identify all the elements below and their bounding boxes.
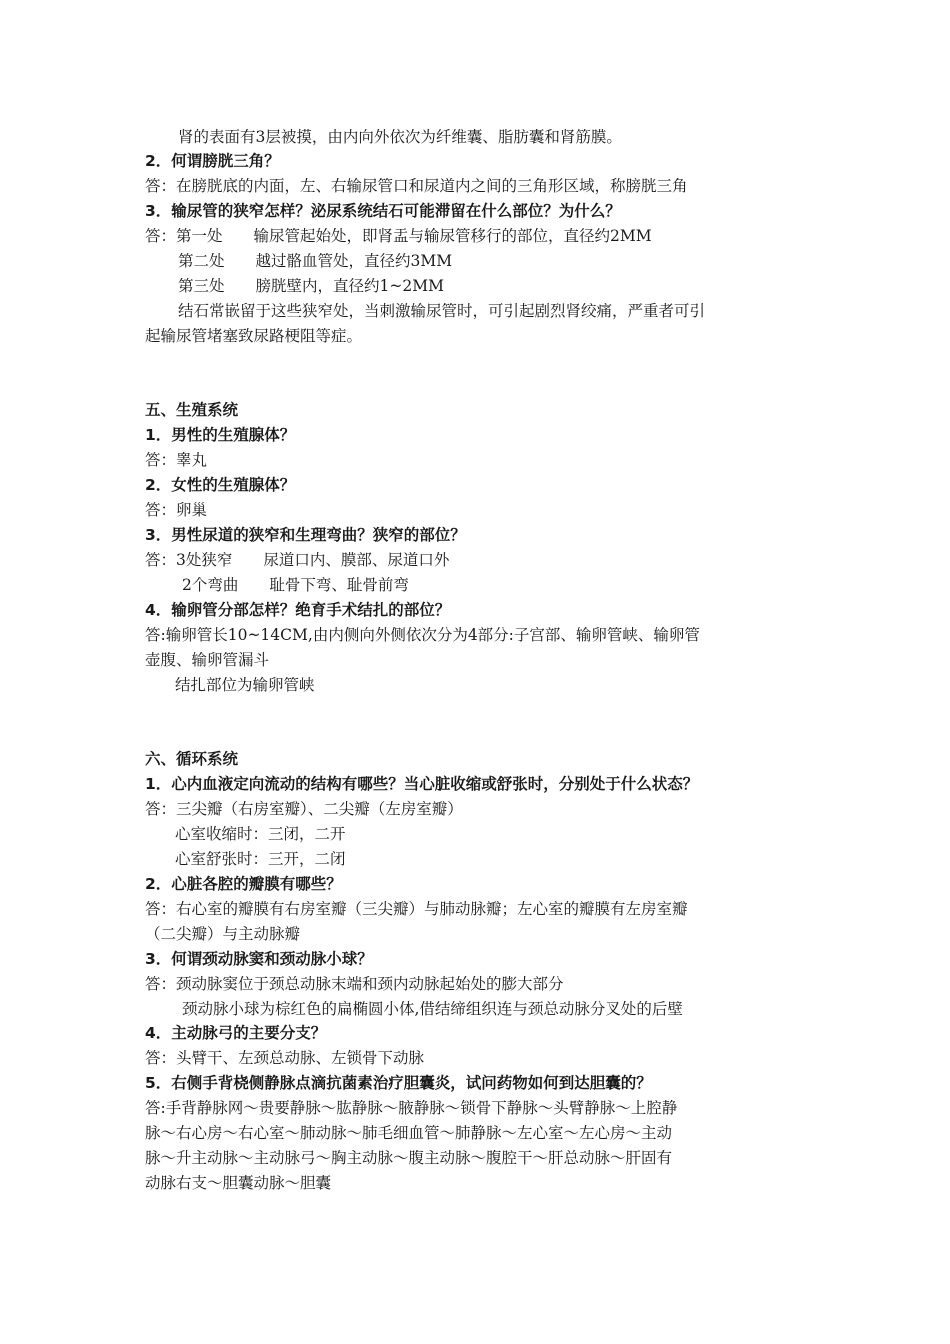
section-heading: 五、生殖系统 xyxy=(145,401,239,419)
question-heading: 3．男性尿道的狭窄和生理弯曲？狭窄的部位？ xyxy=(145,526,466,544)
question-heading: 4．输卵管分部怎样？绝育手术结扎的部位？ xyxy=(145,601,451,619)
answer-line: 答:输卵管长10~14CM,由内侧向外侧依次分为4部分:子宫部、输卵管峡、输卵管 xyxy=(145,626,700,644)
answer-line: 起输尿管堵塞致尿路梗阻等症。 xyxy=(145,327,363,345)
answer-line: 2个弯曲 耻骨下弯、耻骨前弯 xyxy=(182,576,409,594)
question-heading: 5．右侧手背桡侧静脉点滴抗菌素治疗胆囊炎，试问药物如何到达胆囊的？ xyxy=(145,1074,652,1092)
question-heading: 1．心内血液定向流动的结构有哪些？当心脏收缩或舒张时，分别处于什么状态？ xyxy=(145,775,699,793)
question-heading: 3．何谓颈动脉窦和颈动脉小球？ xyxy=(145,950,373,968)
question-heading: 3．输尿管的狭窄怎样？泌尿系统结石可能滞留在什么部位？为什么？ xyxy=(145,202,621,220)
answer-line: 答：在膀胱底的内面，左、右输尿管口和尿道内之间的三角形区域，称膀胱三角 xyxy=(145,177,688,195)
answer-line: 结石常嵌留于这些狭窄处，当刺激输尿管时，可引起剧烈肾绞痛，严重者可引 xyxy=(178,302,706,320)
answer-line: 壶腹、输卵管漏斗 xyxy=(145,651,270,669)
answer-line: 答：右心室的瓣膜有右房室瓣（三尖瓣）与肺动脉瓣；左心室的瓣膜有左房室瓣 xyxy=(145,900,688,918)
question-heading: 1．男性的生殖腺体？ xyxy=(145,426,296,444)
answer-line: 答:手背静脉网～贵要静脉～肱静脉～腋静脉～锁骨下静脉～头臂静脉～上腔静 xyxy=(145,1099,678,1117)
answer-line: 答：睾丸 xyxy=(145,451,208,469)
answer-line: 颈动脉小球为棕红色的扁椭圆小体,借结缔组织连与颈总动脉分叉处的后壁 xyxy=(182,1000,683,1018)
answer-line: 第三处 膀胱壁内，直径约1~2MM xyxy=(178,277,444,295)
answer-line: 脉～升主动脉～主动脉弓～胸主动脉～腹主动脉～腹腔干～肝总动脉～肝固有 xyxy=(145,1149,673,1167)
answer-line: （二尖瓣）与主动脉瓣 xyxy=(145,925,301,943)
answer-line: 脉～右心房～右心室～肺动脉～肺毛细血管～肺静脉～左心室～左心房～主动 xyxy=(145,1124,673,1142)
answer-line: 第二处 越过骼血管处，直径约3MM xyxy=(178,252,453,270)
question-heading: 4．主动脉弓的主要分支？ xyxy=(145,1024,327,1042)
answer-line: 心室收缩时：三闭，二开 xyxy=(175,825,346,843)
question-heading: 2．何谓膀胱三角？ xyxy=(145,152,280,170)
answer-line: 答：3处狭窄 尿道口内、膜部、尿道口外 xyxy=(145,551,450,569)
answer-line: 答：第一处 输尿管起始处，即肾盂与输尿管移行的部位，直径约2MM xyxy=(145,227,652,245)
question-heading: 2．心脏各腔的瓣膜有哪些？ xyxy=(145,875,342,893)
answer-line: 答：颈动脉窦位于颈总动脉末端和颈内动脉起始处的膨大部分 xyxy=(145,975,564,993)
answer-line: 答：卵巢 xyxy=(145,501,208,519)
answer-line: 答：三尖瓣（右房室瓣）、二尖瓣（左房室瓣） xyxy=(145,800,463,818)
answer-line: 结扎部位为输卵管峡 xyxy=(175,676,315,694)
answer-line: 动脉右支～胆囊动脉～胆囊 xyxy=(145,1174,332,1192)
answer-line: 心室舒张时：三开，二闭 xyxy=(175,850,346,868)
text-line: 肾的表面有3层被摸，由内向外依次为纤维囊、脂肪囊和肾筋膜。 xyxy=(178,128,622,146)
answer-line: 答：头臂干、左颈总动脉、左锁骨下动脉 xyxy=(145,1049,425,1067)
question-heading: 2．女性的生殖腺体？ xyxy=(145,476,296,494)
section-heading: 六、循环系统 xyxy=(145,750,239,768)
